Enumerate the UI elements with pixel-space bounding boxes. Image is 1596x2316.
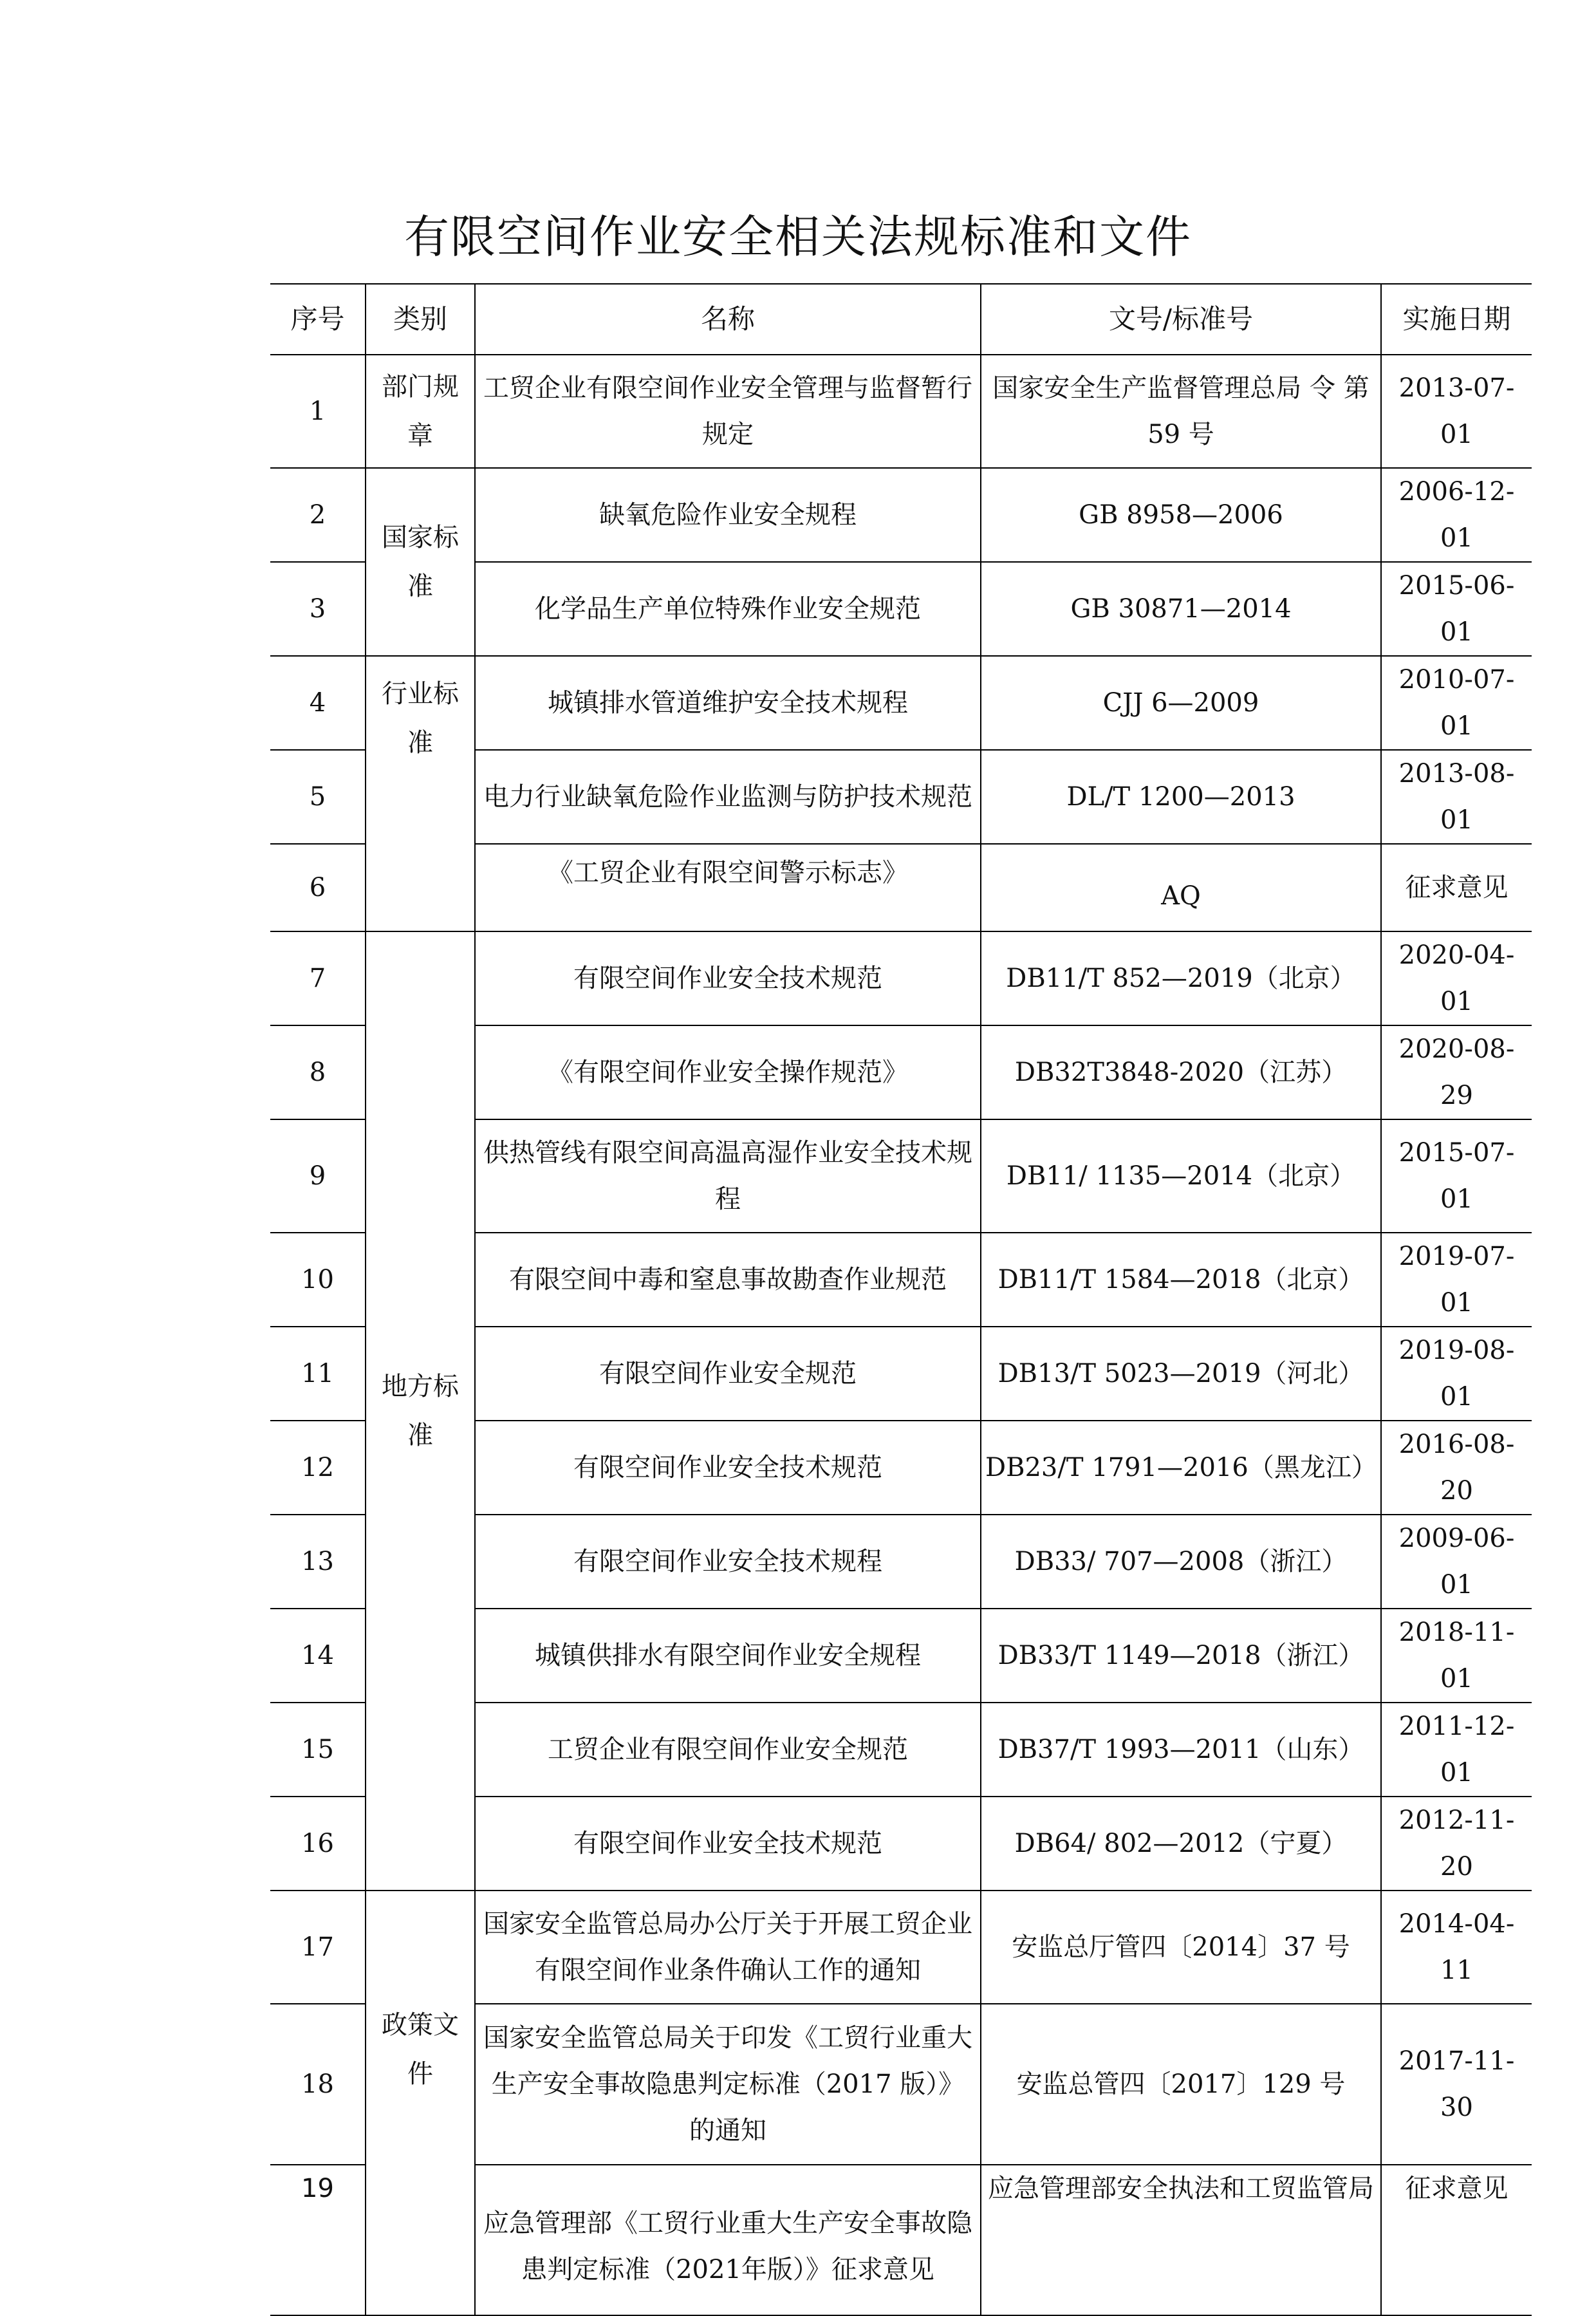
row-date: 2017-11-30 xyxy=(1381,2004,1532,2165)
row-date: 2020-08-29 xyxy=(1381,1025,1532,1119)
row-date: 征求意见 xyxy=(1381,844,1532,931)
table-row xyxy=(270,468,1532,562)
table-header-row xyxy=(270,284,1532,355)
row-name: 供热管线有限空间高温高湿作业安全技术规程 xyxy=(475,1119,981,1233)
row-code: AQ xyxy=(981,844,1381,931)
regulations-table xyxy=(270,283,1532,2316)
row-no: 11 xyxy=(270,1327,366,1421)
header-category: 类别 xyxy=(366,284,475,355)
row-code: DB11/ 1135—2014（北京） xyxy=(981,1119,1381,1233)
row-code: CJJ 6—2009 xyxy=(981,656,1381,750)
category-cell: 行业标准 xyxy=(366,656,475,931)
header-no: 序号 xyxy=(270,284,366,355)
row-no: 6 xyxy=(270,844,366,931)
row-name: 国家安全监管总局办公厅关于开展工贸企业有限空间作业条件确认工作的通知 xyxy=(475,1891,981,2004)
row-name: 有限空间作业安全技术规程 xyxy=(475,1515,981,1609)
row-code: DB13/T 5023—2019（河北） xyxy=(981,1327,1381,1421)
row-name: 工贸企业有限空间作业安全规范 xyxy=(475,1703,981,1797)
header-date: 实施日期 xyxy=(1381,284,1532,355)
row-code: DB11/T 1584—2018（北京） xyxy=(981,1233,1381,1327)
row-code: DB33/ 707—2008（浙江） xyxy=(981,1515,1381,1609)
row-no: 17 xyxy=(270,1891,366,2004)
row-no: 7 xyxy=(270,931,366,1025)
table-row xyxy=(270,1891,1532,2004)
row-code: GB 30871—2014 xyxy=(981,562,1381,656)
row-date: 2016-08-20 xyxy=(1381,1421,1532,1515)
row-code: 应急管理部安全执法和工贸监管局 xyxy=(981,2165,1381,2315)
page-title: 有限空间作业安全相关法规标准和文件 xyxy=(404,210,1192,263)
row-code: DB64/ 802—2012（宁夏） xyxy=(981,1797,1381,1891)
row-name: 国家安全监管总局关于印发《工贸行业重大生产安全事故隐患判定标准（2017 版）》的通知 xyxy=(475,2004,981,2165)
table-row xyxy=(270,656,1532,750)
row-date: 2013-08-01 xyxy=(1381,750,1532,844)
category-cell: 政策文件 xyxy=(366,1891,475,2315)
row-no: 13 xyxy=(270,1515,366,1609)
row-date: 2009-06-01 xyxy=(1381,1515,1532,1609)
row-date: 2015-07-01 xyxy=(1381,1119,1532,1233)
row-date: 征求意见 xyxy=(1381,2165,1532,2315)
row-name: 有限空间中毒和窒息事故勘查作业规范 xyxy=(475,1233,981,1327)
row-code: DB37/T 1993—2011（山东） xyxy=(981,1703,1381,1797)
row-code: DB11/T 852—2019（北京） xyxy=(981,931,1381,1025)
category-cell: 地方标准 xyxy=(366,931,475,1891)
row-date: 2018-11-01 xyxy=(1381,1609,1532,1703)
row-code: DB32T3848-2020（江苏） xyxy=(981,1025,1381,1119)
row-code: GB 8958—2006 xyxy=(981,468,1381,562)
row-name: 缺氧危险作业安全规程 xyxy=(475,468,981,562)
row-code: DB23/T 1791—2016（黑龙江） xyxy=(981,1421,1381,1515)
row-no: 3 xyxy=(270,562,366,656)
row-no: 18 xyxy=(270,2004,366,2165)
row-code: DB33/T 1149—2018（浙江） xyxy=(981,1609,1381,1703)
row-no: 19 xyxy=(270,2165,366,2315)
row-no: 4 xyxy=(270,656,366,750)
row-name: 工贸企业有限空间作业安全管理与监督暂行规定 xyxy=(475,355,981,468)
row-name: 有限空间作业安全技术规范 xyxy=(475,931,981,1025)
row-code: 安监总厅管四〔2014〕37 号 xyxy=(981,1891,1381,2004)
row-no: 5 xyxy=(270,750,366,844)
row-name: 城镇供排水有限空间作业安全规程 xyxy=(475,1609,981,1703)
row-date: 2013-07-01 xyxy=(1381,355,1532,468)
row-date: 2019-08-01 xyxy=(1381,1327,1532,1421)
row-date: 2014-04-11 xyxy=(1381,1891,1532,2004)
row-name: 有限空间作业安全技术规范 xyxy=(475,1797,981,1891)
row-code: DL/T 1200—2013 xyxy=(981,750,1381,844)
row-date: 2012-11-20 xyxy=(1381,1797,1532,1891)
row-code: 安监总管四〔2017〕129 号 xyxy=(981,2004,1381,2165)
header-code: 文号/标准号 xyxy=(981,284,1381,355)
row-date: 2020-04-01 xyxy=(1381,931,1532,1025)
row-no: 16 xyxy=(270,1797,366,1891)
row-date: 2006-12-01 xyxy=(1381,468,1532,562)
row-name: 电力行业缺氧危险作业监测与防护技术规范 xyxy=(475,750,981,844)
row-no: 2 xyxy=(270,468,366,562)
row-no: 9 xyxy=(270,1119,366,1233)
row-name: 有限空间作业安全规范 xyxy=(475,1327,981,1421)
row-no: 1 xyxy=(270,355,366,468)
row-date: 2019-07-01 xyxy=(1381,1233,1532,1327)
row-name: 《有限空间作业安全操作规范》 xyxy=(475,1025,981,1119)
row-name: 应急管理部《工贸行业重大生产安全事故隐患判定标准（2021年版）》征求意见 xyxy=(475,2165,981,2315)
row-date: 2011-12-01 xyxy=(1381,1703,1532,1797)
category-cell: 国家标准 xyxy=(366,468,475,656)
row-date: 2015-06-01 xyxy=(1381,562,1532,656)
row-no: 10 xyxy=(270,1233,366,1327)
header-name: 名称 xyxy=(475,284,981,355)
row-no: 15 xyxy=(270,1703,366,1797)
row-code: 国家安全生产监督管理总局 令 第 59 号 xyxy=(981,355,1381,468)
row-date: 2010-07-01 xyxy=(1381,656,1532,750)
table-row xyxy=(270,931,1532,1025)
row-no: 8 xyxy=(270,1025,366,1119)
table-row xyxy=(270,355,1532,468)
row-no: 14 xyxy=(270,1609,366,1703)
row-no: 12 xyxy=(270,1421,366,1515)
row-name: 《工贸企业有限空间警示标志》 xyxy=(475,844,981,931)
row-name: 有限空间作业安全技术规范 xyxy=(475,1421,981,1515)
row-name: 城镇排水管道维护安全技术规程 xyxy=(475,656,981,750)
category-cell: 部门规章 xyxy=(366,355,475,468)
row-name: 化学品生产单位特殊作业安全规范 xyxy=(475,562,981,656)
